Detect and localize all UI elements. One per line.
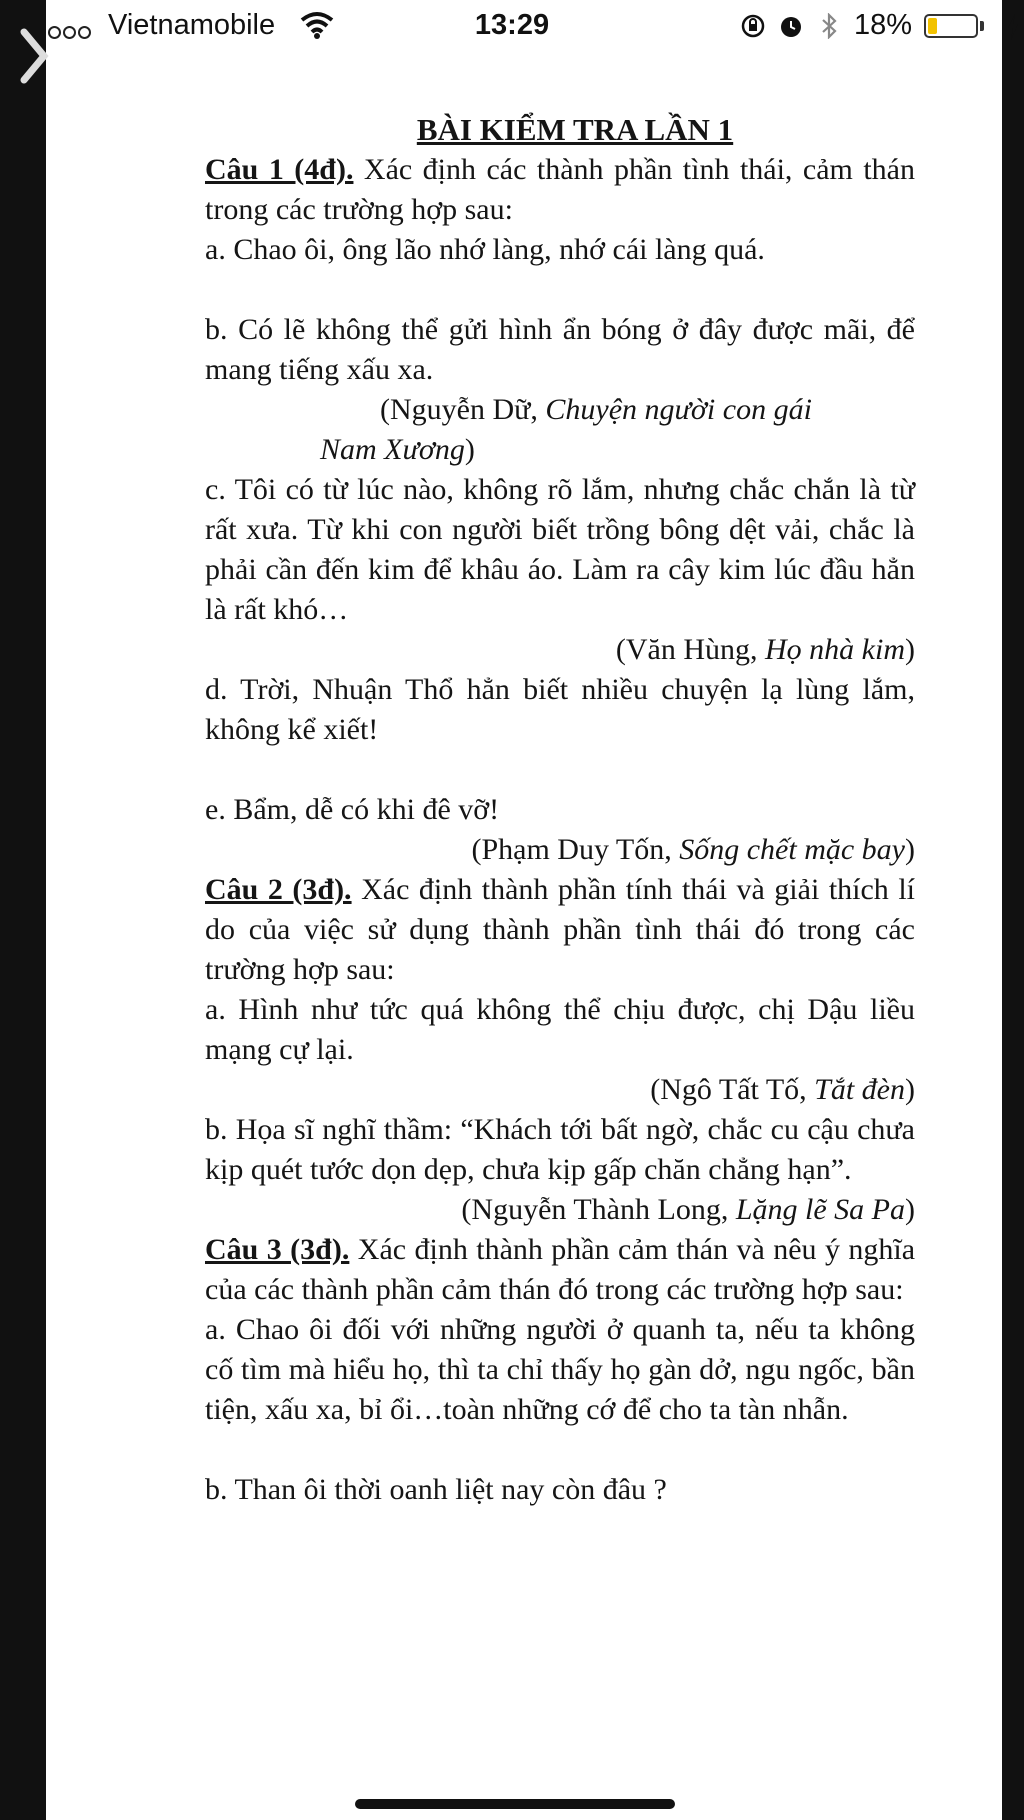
q1-item-e: e. Bẩm, dễ có khi đê vỡ! xyxy=(205,793,500,826)
question-1 xyxy=(205,150,915,230)
question-3 xyxy=(205,1230,915,1310)
frame-right-edge xyxy=(1002,0,1024,1820)
home-indicator[interactable] xyxy=(355,1799,675,1809)
q2-item-a: a. Hình như tức quá không thể chịu được, chị Dậu liều mạng cự lại. xyxy=(205,993,915,1066)
question-3-heading: Câu 3 (3đ). xyxy=(205,1233,350,1266)
q1-item-b: b. Có lẽ không thể gửi hình ẩn bóng ở đây được mãi, để mang tiếng xấu xa. xyxy=(205,313,915,386)
q1-e-citation: (Phạm Duy Tốn, Sống chết mặc bay) xyxy=(471,833,915,866)
frame-left-edge xyxy=(0,0,46,1820)
q1-b-citation: (Nguyễn Dữ, Chuyện người con gái xyxy=(380,393,812,426)
question-1-heading: Câu 1 (4đ). xyxy=(205,153,354,186)
q2-a-citation: (Ngô Tất Tố, Tắt đèn) xyxy=(650,1073,915,1106)
q2-item-b: b. Họa sĩ nghĩ thầm: “Khách tới bất ngờ, chắc cu cậu chưa kịp quét tước dọn dẹp, chưa kịp gấp chăn chẳng hạn”. xyxy=(205,1113,915,1186)
question-1-prompt: Xác định các thành phần tình thái, cảm thán trong các trường hợp sau: xyxy=(205,153,915,226)
q1-item-a: a. Chao ôi, ông lão nhớ làng, nhớ cái làng quá. xyxy=(205,233,765,266)
carrier-name: Vietnamobile xyxy=(108,9,276,41)
exam-document xyxy=(205,110,915,1510)
status-bar xyxy=(0,0,1024,52)
orientation-lock-icon xyxy=(740,13,766,39)
q1-c-citation: (Văn Hùng, Họ nhà kim) xyxy=(615,633,915,666)
question-2 xyxy=(205,870,915,990)
question-2-heading: Câu 2 (3đ). xyxy=(205,873,352,906)
q3-item-a: a. Chao ôi đối với những người ở quanh ta, nếu ta không cố tìm mà hiểu họ, thì ta chỉ thấy họ gàn dở, ngu ngốc, bần tiện, xấu xa, bỉ ổi…toàn những cớ để cho ta tàn nhẫn. xyxy=(205,1313,915,1426)
battery-percent: 18% xyxy=(853,9,912,41)
clock-time: 13:29 xyxy=(474,9,550,41)
battery-icon xyxy=(924,14,978,38)
q1-item-d: d. Trời, Nhuận Thổ hẳn biết nhiều chuyện lạ lùng lắm, không kể xiết! xyxy=(205,673,915,746)
bluetooth-icon xyxy=(816,13,842,39)
back-chevron-icon[interactable] xyxy=(18,26,50,86)
q1-item-c: c. Tôi có từ lúc nào, không rõ lắm, nhưng chắc chắn là từ rất xưa. Từ khi con người biết trồng bông dệt vải, chắc là phải cần đến kim để khâu áo. Làm ra cây kim lúc đầu hẳn là rất khó… xyxy=(205,473,915,626)
question-3-prompt: Xác định thành phần cảm thán và nêu ý nghĩa của các thành phần cảm thán đó trong các trường hợp sau: xyxy=(205,1233,916,1306)
question-2-prompt: Xác định thành phần tính thái và giải thích lí do của việc sử dụng thành phần tình thái đó trong các trường hợp sau: xyxy=(205,873,915,986)
q3-item-b: b. Than ôi thời oanh liệt nay còn đâu ? xyxy=(205,1473,667,1506)
q2-b-citation: (Nguyễn Thành Long, Lặng lẽ Sa Pa) xyxy=(461,1193,915,1226)
q1-b-citation-cont: Nam Xương) xyxy=(320,433,475,466)
document-title: BÀI KIỂM TRA LẦN 1 xyxy=(416,112,734,147)
charging-bolt-icon xyxy=(1006,14,1020,40)
battery-tip xyxy=(980,21,984,31)
alarm-icon xyxy=(778,13,804,39)
